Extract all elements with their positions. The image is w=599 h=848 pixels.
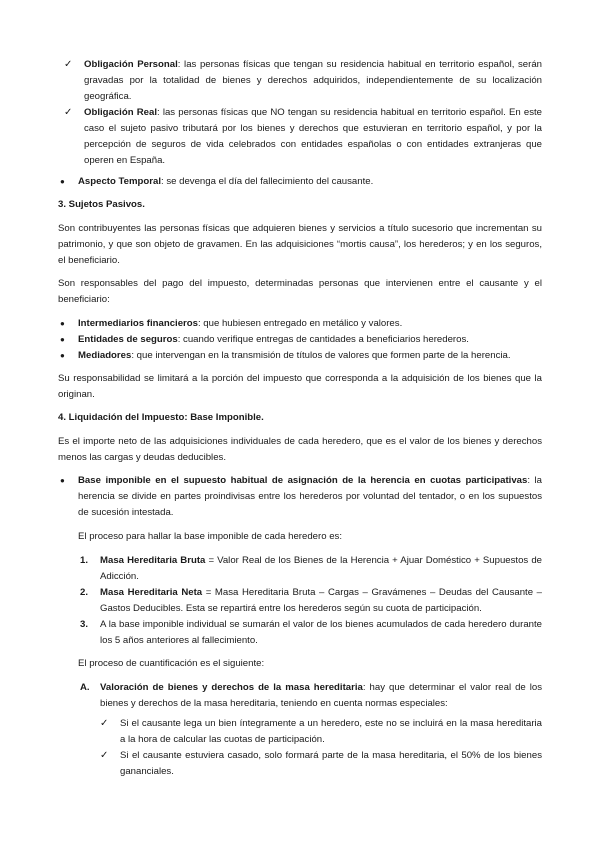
list-item: ✓ Si el causante lega un bien íntegramente a un heredero, este no se incluirá en la masa hereditaria a la hora de calcular las cuotas de participación.: [100, 718, 542, 745]
bullet-icon: ●: [60, 319, 65, 328]
list-item: ✓ Obligación Real: las personas físicas que NO tengan su residencia habitual en territorio español. En este caso el sujeto pasivo tributará por los bienes y derechos que estuvieran en territorio español, y por la percepción de seguros de vida celebrados con entidades españolas o con entidades extranjeras que operen en España.: [64, 107, 542, 166]
checkmark-icon: ✓: [100, 750, 109, 761]
list-item: A. Valoración de bienes y derechos de la masa hereditaria: hay que determinar el valor real de los bienes y derechos de la masa hereditaria, teniendo en cuenta normas especiales:: [80, 682, 543, 709]
paragraph: Es el importe neto de las adquisiciones individuales de cada heredero, que es el valor de los bienes y derechos menos las cargas y deudas deducibles.: [58, 436, 542, 463]
section-heading: 4. Liquidación del Impuesto: Base Imponible.: [58, 412, 264, 423]
list-item: 2. Masa Hereditaria Neta = Masa Hereditaria Bruta – Cargas – Gravámenes – Deudas del Causante – Gastos Deducibles. Esta se repartirá entre los herederos según su cuota de participación.: [80, 587, 542, 614]
list-item: ● Aspecto Temporal: se devenga el día del fallecimiento del causante.: [78, 174, 542, 190]
list-item: ● Entidades de seguros: cuando verifique entregas de cantidades a beneficiarios herederos.: [78, 332, 542, 348]
list-item: ✓ Si el causante estuviera casado, solo formará parte de la masa hereditaria, el 50% de los bienes gananciales.: [100, 750, 542, 777]
paragraph: Son contribuyentes las personas físicas que adquieren bienes y servicios a título sucesorio que incrementan su patrimonio, y que son objeto de gravamen. En las adquisiciones “mortis causa”, los herederos; y en los seguros, el beneficiario.: [58, 223, 542, 266]
bullet-icon: ●: [60, 476, 65, 485]
checkmark-icon: ✓: [64, 107, 73, 118]
bullet-icon: ●: [60, 335, 65, 344]
section-heading: 3. Sujetos Pasivos.: [58, 199, 145, 210]
paragraph: El proceso para hallar la base imponible de cada heredero es:: [78, 531, 342, 542]
list-item: ● Intermediarios financieros: que hubiesen entregado en metálico y valores.: [78, 316, 542, 332]
list-item: ● Mediadores: que intervengan en la transmisión de títulos de valores que formen parte de la herencia.: [78, 348, 542, 364]
checkmark-icon: ✓: [100, 718, 109, 729]
checkmark-icon: ✓: [64, 59, 73, 70]
paragraph: Son responsables del pago del impuesto, determinadas personas que intervienen entre el causante y el beneficiario:: [58, 278, 542, 305]
paragraph: Su responsabilidad se limitará a la porción del impuesto que corresponda a la adquisición de los bienes que la originan.: [58, 373, 542, 400]
list-item: 3. A la base imponible individual se sumarán el valor de los bienes acumulados de cada heredero durante los 5 años anteriores al fallecimiento.: [80, 619, 542, 646]
list-item: 1. Masa Hereditaria Bruta = Valor Real de los Bienes de la Herencia + Ajuar Doméstico + Supuestos de Adicción.: [80, 555, 542, 582]
paragraph: El proceso de cuantificación es el siguiente:: [78, 658, 265, 669]
list-item: ● Base imponible en el supuesto habitual de asignación de la herencia en cuotas participativas: la herencia se divide en partes proindivisas entre los herederos por voluntad del tentador, o en los supuestos de sucesión intestada.: [60, 475, 542, 518]
bullet-icon: ●: [60, 351, 65, 360]
bullet-icon: ●: [60, 177, 65, 186]
list-item: ✓ Obligación Personal: las personas físicas que tengan su residencia habitual en territorio español, serán gravadas por la totalidad de bienes y derechos adquiridos, independientemente de su localización geográfica.: [64, 59, 543, 102]
